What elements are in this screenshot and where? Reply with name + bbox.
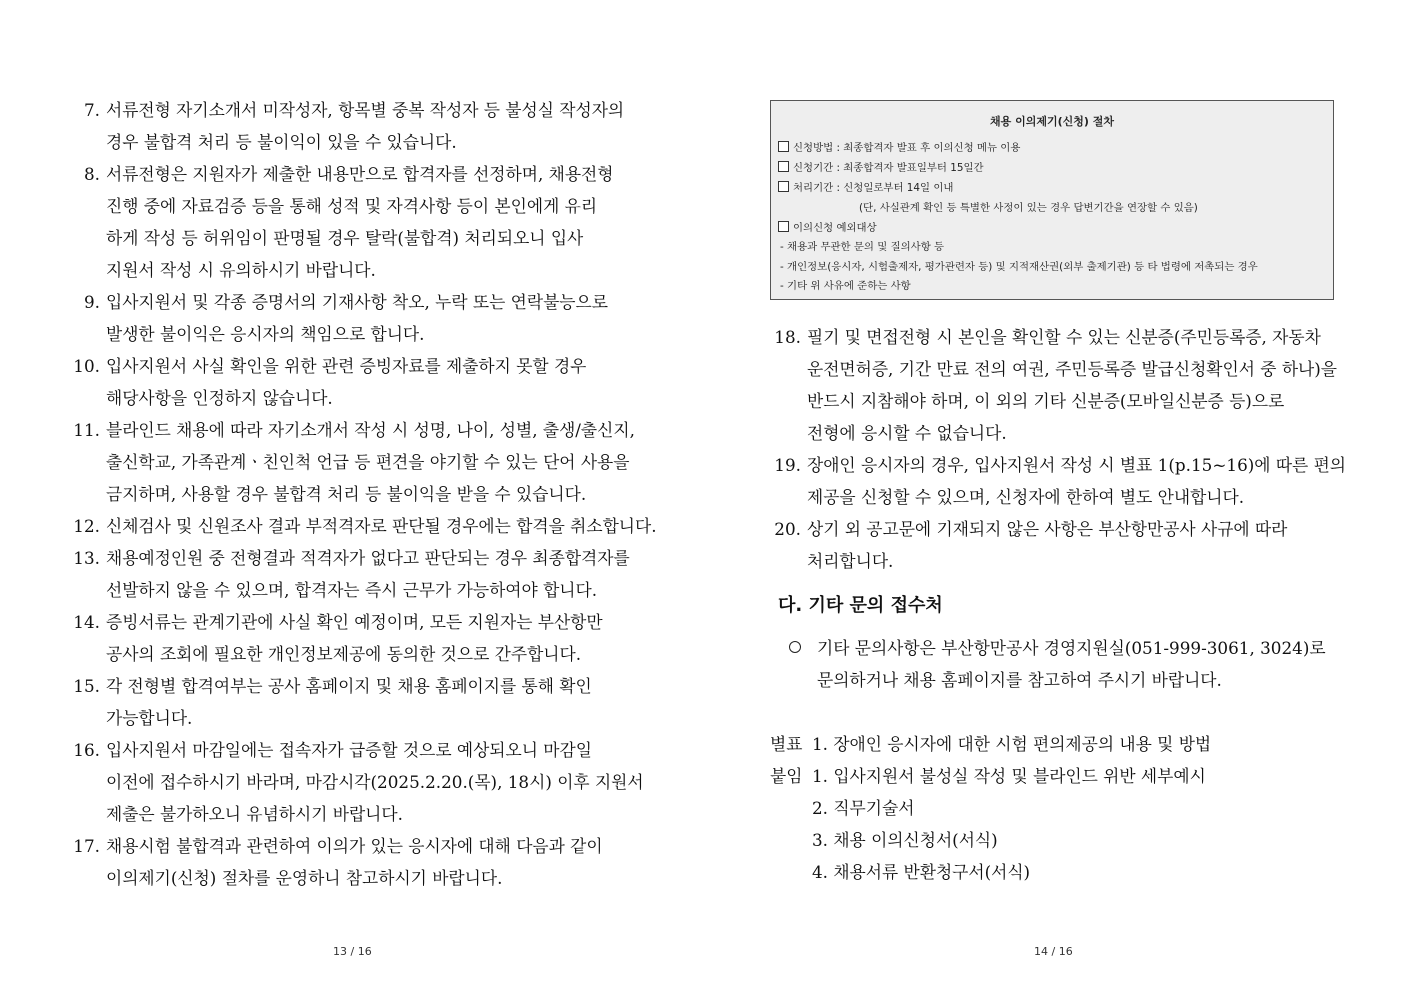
page-number: 13 / 16 xyxy=(333,945,372,958)
item-text-line: 입사지원서 마감일에는 접속자가 급증할 것으로 예상되오니 마감일 xyxy=(106,740,592,760)
attached-item: 1. 입사지원서 불성실 작성 및 블라인드 위반 세부예시 xyxy=(812,766,1206,786)
item-number: 19. xyxy=(774,455,801,475)
notice-line-text: 신청방법 : 최종합격자 발표 후 이의신청 메뉴 이용 xyxy=(793,142,1021,154)
item-text-line: 진행 중에 자료검증 등을 통해 성적 및 자격사항 등이 본인에게 유리 xyxy=(106,196,598,216)
item-text-line: 가능합니다. xyxy=(106,708,193,728)
appendix-item: 1. 장애인 응시자에 대한 시험 편의제공의 내용 및 방법 xyxy=(812,734,1212,754)
notice-line xyxy=(778,161,984,175)
section-heading: 다. 기타 문의 접수처 xyxy=(778,595,943,616)
notice-line-text: - 기타 위 사유에 준하는 사항 xyxy=(780,280,911,292)
item-text-line: 하게 작성 등 허위임이 판명될 경우 탈락(불합격) 처리되오니 입사 xyxy=(106,228,584,248)
item-number: 12. xyxy=(73,516,100,536)
item-text-line: 해당사항을 인정하지 않습니다. xyxy=(106,388,333,408)
item-text-line: 운전면허증, 기간 만료 전의 여권, 주민등록증 발급신청확인서 중 하나)을 xyxy=(807,359,1338,379)
notice-line xyxy=(780,260,1258,274)
page-number: 14 / 16 xyxy=(1034,945,1073,958)
contact-line-2: 문의하거나 채용 홈페이지를 참고하여 주시기 바랍니다. xyxy=(817,670,1222,690)
item-number: 10. xyxy=(73,356,100,376)
left-page xyxy=(0,0,701,992)
item-text-line: 상기 외 공고문에 기재되지 않은 사항은 부산항만공사 사규에 따라 xyxy=(807,519,1288,539)
checkbox-icon xyxy=(778,141,789,152)
notice-line xyxy=(780,240,944,254)
item-text-line: 발생한 불이익은 응시자의 책임으로 합니다. xyxy=(106,324,425,344)
item-text-line: 블라인드 채용에 따라 자기소개서 작성 시 성명, 나이, 성별, 출생/출신지, xyxy=(106,420,635,440)
item-text-line: 경우 불합격 처리 등 불이익이 있을 수 있습니다. xyxy=(106,132,457,152)
notice-line xyxy=(778,141,1020,155)
item-text-line: 채용시험 불합격과 관련하여 이의가 있는 응시자에 대해 다음과 같이 xyxy=(106,836,603,856)
item-text-line: 입사지원서 사실 확인을 위한 관련 증빙자료를 제출하지 못할 경우 xyxy=(106,356,587,376)
item-text-line: 제공을 신청할 수 있으며, 신청자에 한하여 별도 안내합니다. xyxy=(807,487,1245,507)
attached-item: 4. 채용서류 반환청구서(서식) xyxy=(812,862,1031,882)
notice-line xyxy=(859,201,1198,215)
notice-line xyxy=(780,279,911,293)
item-number: 15. xyxy=(73,676,100,696)
item-number: 20. xyxy=(774,519,801,539)
item-number: 11. xyxy=(73,420,100,440)
item-text-line: 채용예정인원 중 전형결과 적격자가 없다고 판단되는 경우 최종합격자를 xyxy=(106,548,630,568)
item-number: 7. xyxy=(83,100,100,120)
checkbox-icon xyxy=(778,221,789,232)
item-text-line: 장애인 응시자의 경우, 입사지원서 작성 시 별표 1(p.15~16)에 따른 편의 xyxy=(807,455,1347,475)
contact-block xyxy=(789,632,1326,664)
item-text-line: 서류전형은 지원자가 제출한 내용만으로 합격자를 선정하며, 채용전형 xyxy=(106,164,614,184)
notice-line xyxy=(778,221,877,235)
checkbox-icon xyxy=(778,181,789,192)
checkbox-icon xyxy=(778,161,789,172)
attached-label: 붙임 xyxy=(770,766,803,786)
right-page xyxy=(701,0,1403,992)
notice-line-text: (단, 사실관계 확인 등 특별한 사정이 있는 경우 답변기간을 연장할 수 있음) xyxy=(859,202,1198,214)
item-number: 14. xyxy=(73,612,100,632)
item-text-line: 제출은 불가하오니 유념하시기 바랍니다. xyxy=(106,804,403,824)
item-number: 9. xyxy=(83,292,100,312)
contact-line-1: 기타 문의사항은 부산항만공사 경영지원실(051-999-3061, 3024)로 xyxy=(817,638,1326,658)
item-text-line: 선발하지 않을 수 있으며, 합격자는 즉시 근무가 가능하여야 합니다. xyxy=(106,580,598,600)
item-text-line: 각 전형별 합격여부는 공사 홈페이지 및 채용 홈페이지를 통해 확인 xyxy=(106,676,592,696)
item-text-line: 증빙서류는 관계기관에 사실 확인 예정이며, 모든 지원자는 부산항만 xyxy=(106,612,603,632)
objection-procedure-box xyxy=(770,100,1334,300)
item-number: 16. xyxy=(73,740,100,760)
appendix-label: 별표 xyxy=(770,734,803,754)
item-text-line: 이전에 접수하시기 바라며, 마감시각(2025.2.20.(목), 18시) 이후 지원서 xyxy=(106,772,644,792)
attached-item: 3. 채용 이의신청서(서식) xyxy=(812,830,998,850)
item-text-line: 처리합니다. xyxy=(807,551,894,571)
attached-item: 2. 직무기술서 xyxy=(812,798,915,818)
item-text-line: 금지하며, 사용할 경우 불합격 처리 등 불이익을 받을 수 있습니다. xyxy=(106,484,587,504)
item-number: 17. xyxy=(73,836,100,856)
notice-line-text: - 채용과 무관한 문의 및 질의사항 등 xyxy=(780,241,945,253)
item-text-line: 입사지원서 및 각종 증명서의 기재사항 착오, 누락 또는 연락불능으로 xyxy=(106,292,608,312)
item-number: 13. xyxy=(73,548,100,568)
notice-title: 채용 이의제기(신청) 절차 xyxy=(990,115,1114,128)
item-text-line: 반드시 지참해야 하며, 이 외의 기타 신분증(모바일신분증 등)으로 xyxy=(807,391,1285,411)
item-number: 8. xyxy=(83,164,100,184)
item-text-line: 서류전형 자기소개서 미작성자, 항목별 중복 작성자 등 불성실 작성자의 xyxy=(106,100,625,120)
item-text-line: 필기 및 면접전형 시 본인을 확인할 수 있는 신분증(주민등록증, 자동차 xyxy=(807,327,1321,347)
item-text-line: 이의제기(신청) 절차를 운영하니 참고하시기 바랍니다. xyxy=(106,868,503,888)
item-text-line: 신체검사 및 신원조사 결과 부적격자로 판단될 경우에는 합격을 취소합니다. xyxy=(106,516,657,536)
notice-line-text: 이의신청 예외대상 xyxy=(793,222,877,234)
item-number: 18. xyxy=(774,327,801,347)
item-text-line: 지원서 작성 시 유의하시기 바랍니다. xyxy=(106,260,376,280)
item-text-line: 전형에 응시할 수 없습니다. xyxy=(807,423,1007,443)
item-text-line: 출신학교, 가족관계ㆍ친인척 언급 등 편견을 야기할 수 있는 단어 사용을 xyxy=(106,452,630,472)
notice-line xyxy=(778,181,953,195)
item-text-line: 공사의 조회에 필요한 개인정보제공에 동의한 것으로 간주합니다. xyxy=(106,644,582,664)
notice-line-text: - 개인정보(응시자, 시험출제자, 평가관련자 등) 및 지적재산권(외부 출제기관) 등 타 법령에 저촉되는 경우 xyxy=(780,261,1258,273)
notice-line-text: 처리기간 : 신청일로부터 14일 이내 xyxy=(793,182,954,194)
circle-bullet-icon xyxy=(789,641,801,653)
notice-line-text: 신청기간 : 최종합격자 발표일부터 15일간 xyxy=(793,162,984,174)
